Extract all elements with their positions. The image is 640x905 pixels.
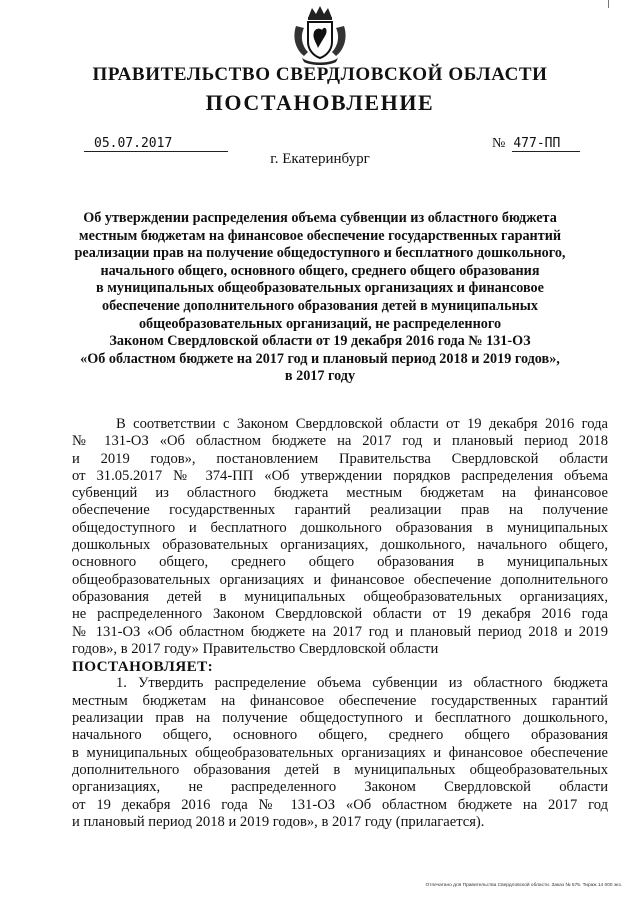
- government-title: ПРАВИТЕЛЬСТВО СВЕРДЛОВСКОЙ ОБЛАСТИ: [92, 64, 548, 85]
- preamble-line: и 2019 годов», постановлением Правительства Свердловской области: [72, 450, 608, 467]
- scan-mark: [608, 0, 609, 8]
- document-body: [72, 416, 608, 831]
- item1-line: от 19 декабря 2016 года № 131-ОЗ «Об областном бюджете на 2017 год: [72, 796, 608, 813]
- sverdlovsk-coat-of-arms-icon: [290, 4, 350, 66]
- resolves-heading: ПОСТАНОВЛЯЕТ:: [72, 658, 214, 676]
- preamble-line: общеобразовательных организациях и финансовое обеспечение дополнительного: [72, 571, 608, 588]
- heading-line: Об утверждении распределения объема субвенции из областного бюджета: [83, 210, 557, 226]
- preamble-line: основного общего, среднего общего образования в муниципальных: [72, 554, 608, 571]
- city: г. Екатеринбург: [270, 151, 370, 167]
- preamble-line: № 131-ОЗ «Об областном бюджете на 2017 год и плановый период 2018 и 2019: [72, 623, 608, 640]
- heading-line: местным бюджетам на финансовое обеспечение государственных гарантий: [78, 227, 562, 244]
- heading-line: Законом Свердловской области от 19 декабря 2016 года № 131-ОЗ: [109, 333, 531, 350]
- heading-line: общеобразовательных организаций, не распределенного: [138, 315, 502, 332]
- print-footer: Отпечатано для Правительства Свердловской области. Заказ № 575. Тираж 14 000 экз.: [425, 883, 622, 888]
- document-heading: [70, 210, 570, 386]
- item1-line: в муниципальных общеобразовательных организациях и финансовое обеспечение: [72, 744, 608, 761]
- preamble-line: годов», в 2017 году» Правительство Свердловской области: [72, 640, 439, 657]
- document-type: ПОСТАНОВЛЕНИЕ: [205, 90, 435, 115]
- preamble-line: обеспечение государственных гарантий реализации прав на получение: [72, 502, 608, 519]
- preamble-line: общедоступного и бесплатного дошкольного образования в муниципальных: [72, 519, 608, 536]
- document-number: [492, 136, 560, 152]
- item1-line: начального общего, основного общего, среднего общего образования: [72, 727, 608, 744]
- item1-line: реализации прав на получение общедоступного и бесплатного дошкольного,: [72, 710, 608, 727]
- document-date: 05.07.2017: [94, 136, 173, 151]
- preamble-line: от 31.05.2017 № 374-ПП «Об утверждении порядков распределения объема: [72, 467, 608, 484]
- item1-line: дополнительного образования детей в муниципальных общеобразовательных: [72, 761, 608, 778]
- item1-line: организациях, не распределенного Законом Свердловской области: [72, 779, 608, 796]
- heading-line: в 2017 году: [284, 368, 356, 385]
- preamble-line: № 131-ОЗ «Об областном бюджете на 2017 год и плановый период 2018: [72, 433, 608, 450]
- preamble-line: не распределенного Законом Свердловской области от 19 декабря 2016 года: [72, 606, 608, 623]
- heading-line: реализации прав на получение общедоступного и бесплатного дошкольного,: [74, 245, 566, 262]
- number-sign: №: [492, 136, 506, 151]
- preamble-line: субвенций из областного бюджета местным бюджетам на финансовое: [72, 485, 608, 502]
- item1-line: и плановый период 2018 и 2019 годов», в 2017 году (прилагается).: [72, 813, 485, 830]
- preamble-line: дошкольных образовательных организациях, дошкольного, начального общего,: [72, 537, 608, 554]
- heading-line: начального общего, основного общего, среднего общего образования: [100, 262, 540, 279]
- heading-line: обеспечение дополнительного образования детей в муниципальных: [102, 297, 538, 314]
- preamble-line: В соответствии с Законом Свердловской области от 19 декабря 2016 года: [116, 416, 608, 432]
- heading-line: в муниципальных общеобразовательных организациях и финансовое: [96, 280, 544, 297]
- item1-line: местным бюджетам на финансовое обеспечение государственных гарантий: [72, 692, 608, 709]
- item1-line: 1. Утвердить распределение объема субвенции из областного бюджета: [116, 675, 608, 692]
- number-value: 477-ПП: [513, 136, 561, 151]
- preamble-line: образования детей в муниципальных общеобразовательных организациях,: [72, 588, 608, 605]
- heading-line: «Об областном бюджете на 2017 год и плановый период 2018 и 2019 годов»,: [80, 350, 560, 367]
